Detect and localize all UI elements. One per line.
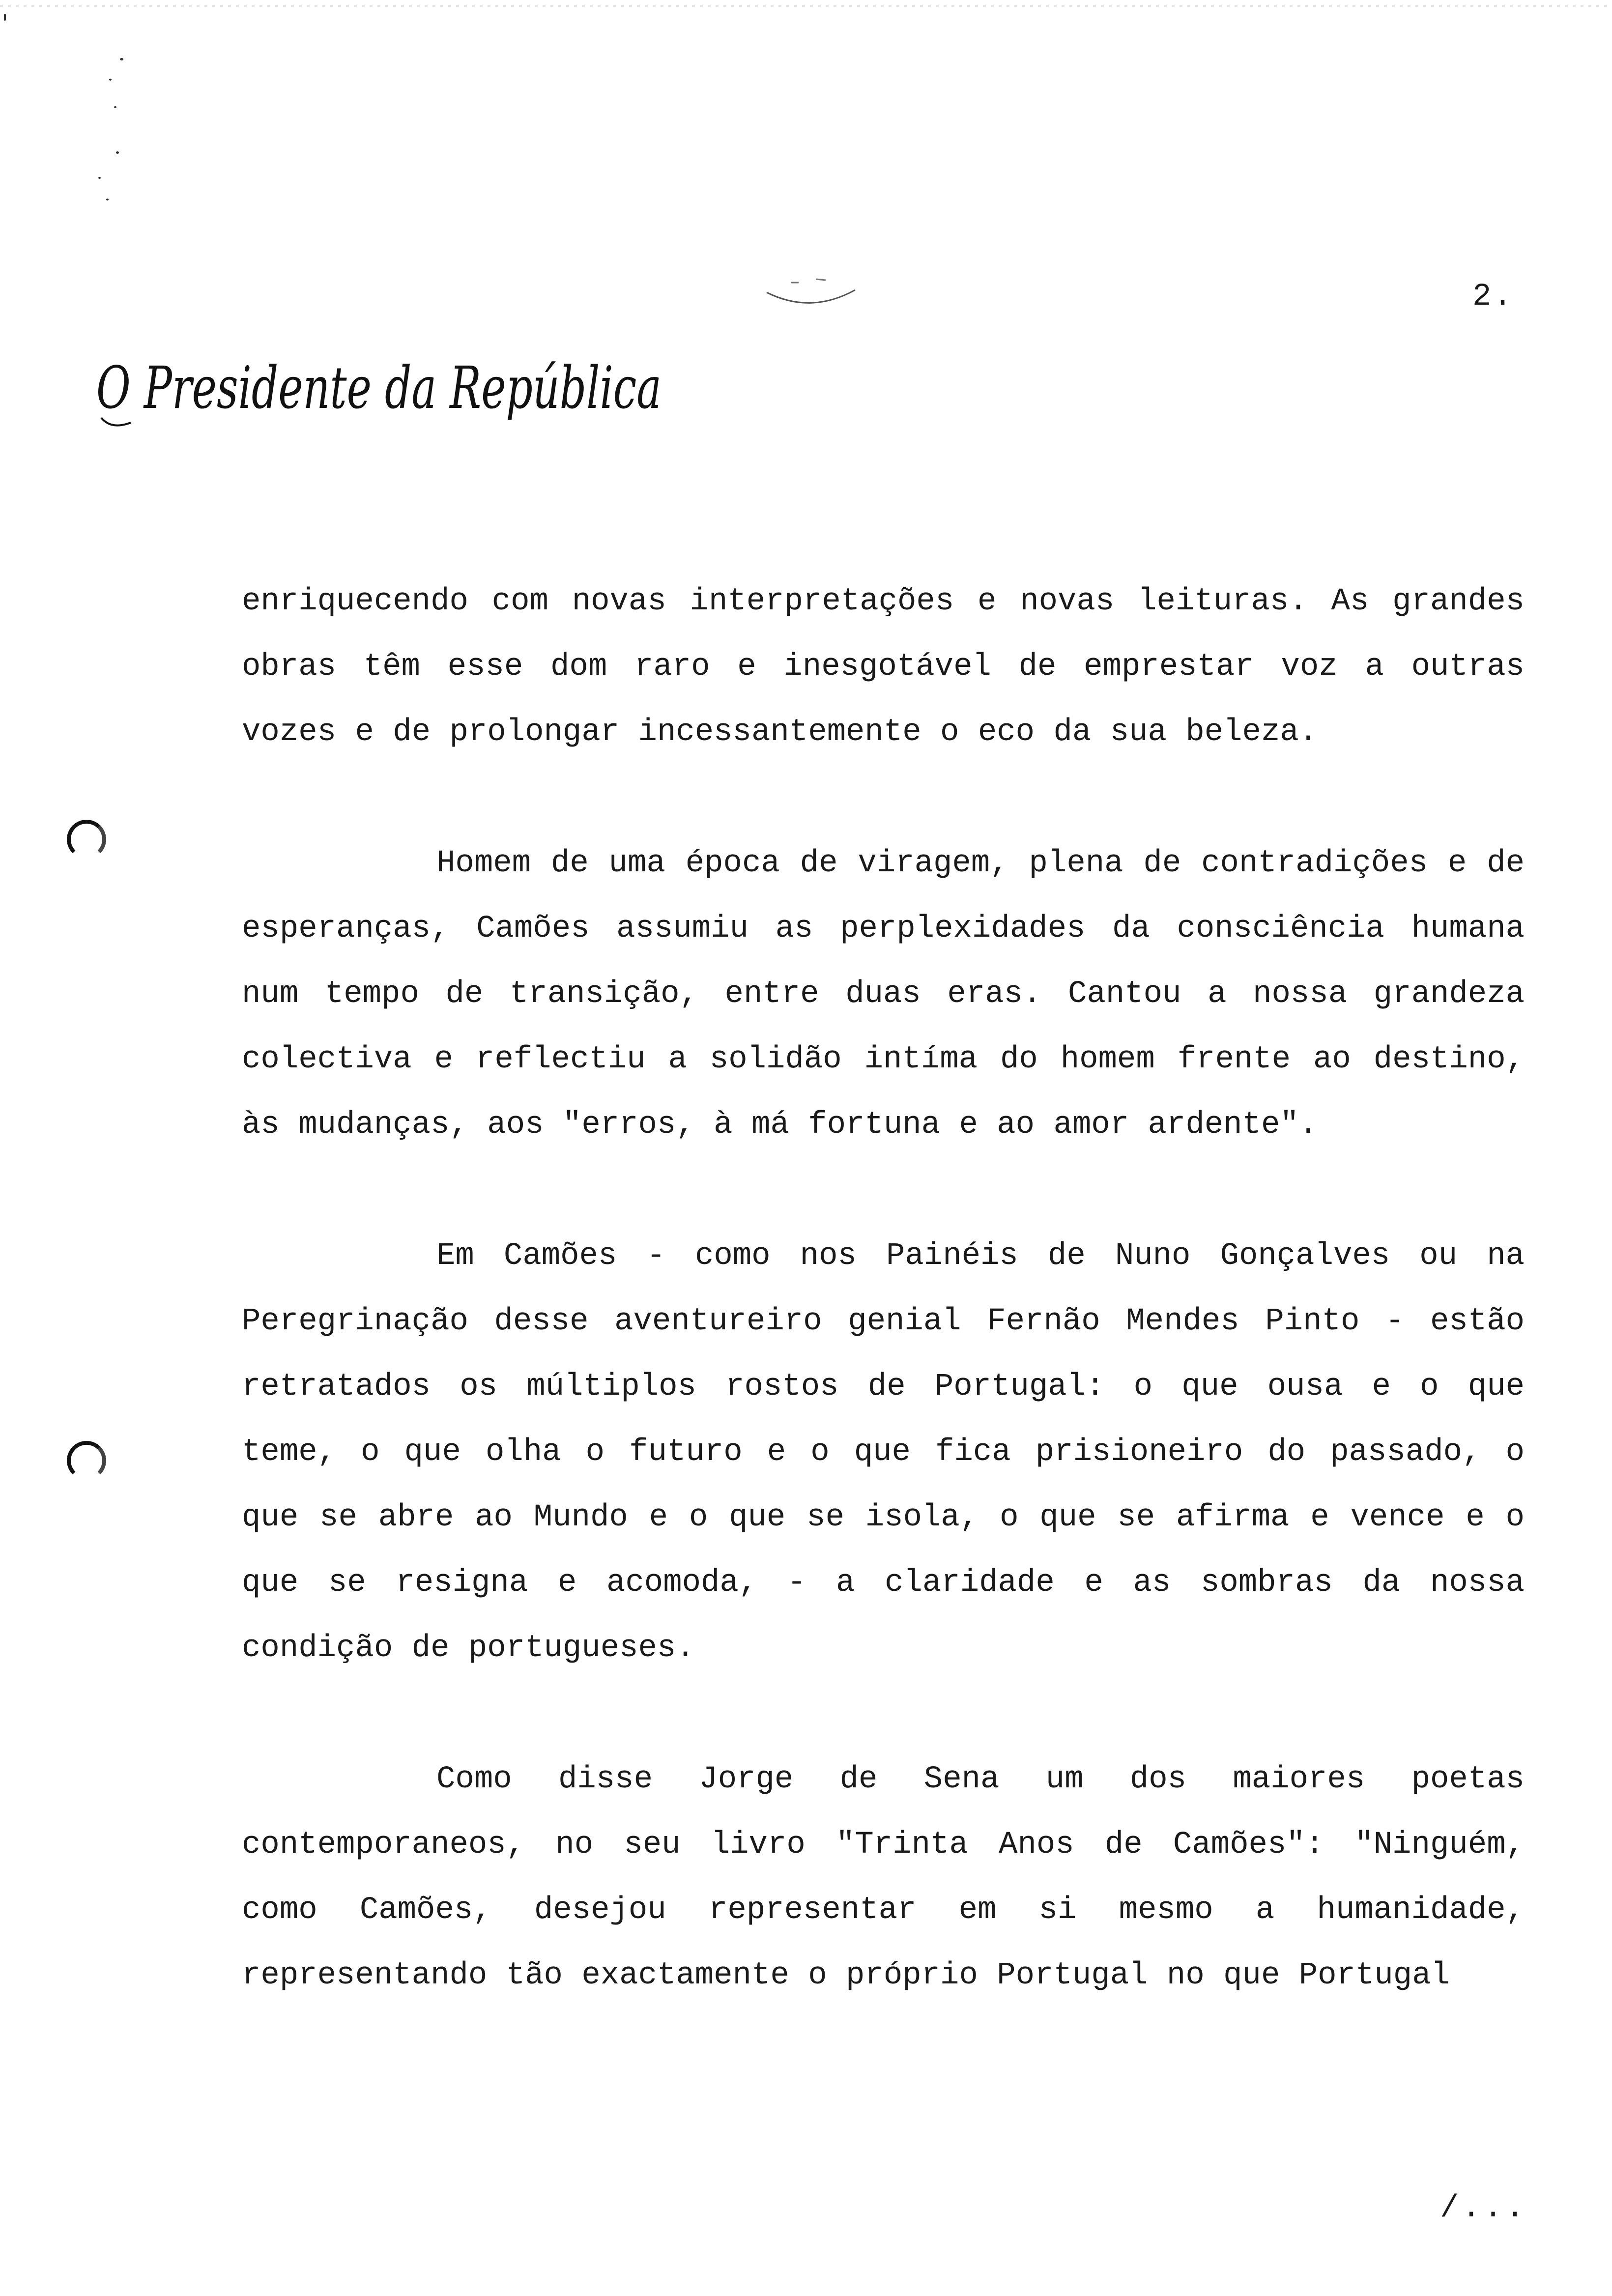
scan-speck xyxy=(114,106,116,108)
continuation-marker: /... xyxy=(1440,2191,1527,2226)
scan-speck xyxy=(4,14,6,21)
letterhead-logo xyxy=(96,344,686,437)
paragraph-3: Em Camões - como nos Painéis de Nuno Gonçalves ou na Peregrinação desse aventureiro genial Fernão Mendes Pinto - estão retratados os múltiplos rostos de Portugal: o que ousa e o que teme, o que olha o futuro e o que fica prisioneiro do passado, o que se abre ao Mundo e o que se isola, o que se afirma e vence e o que se resigna e acomoda, - a claridade e as sombras da nossa condição de portugueses. xyxy=(242,1238,1525,1666)
letter-body xyxy=(242,569,1525,2009)
scan-speck xyxy=(116,151,119,154)
scan-speck xyxy=(120,58,123,60)
page-number: 2. xyxy=(1472,279,1514,315)
paragraph-2: Homem de uma época de viragem, plena de contradições e de esperanças, Camões assumiu as perplexidades da consciência humana num tempo de transição, entre duas eras. Cantou a nossa grandeza colectiva e reflectiu a solidão intíma do homem frente ao destino, às mudanças, aos "erros, à má fortuna e ao amor ardente". xyxy=(242,846,1525,1143)
scan-edge-artifact xyxy=(0,5,1612,7)
scan-speck xyxy=(106,199,109,201)
paragraph-1: enriquecendo com novas interpretações e novas leituras. As grandes obras têm esse dom raro e inesgotável de emprestar voz a outras vozes e de prolongar incessantemente o eco da sua beleza. xyxy=(242,584,1525,750)
paragraph-4: Como disse Jorge de Sena um dos maiores poetas contemporaneos, no seu livro "Trinta Anos de Camões": "Ninguém, como Camões, desejou representar em si mesmo a humanidade, representando tão exactamente o próprio Portugal no que Portugal xyxy=(242,1762,1525,1993)
punch-hole-mark xyxy=(67,820,106,859)
scan-speck xyxy=(109,79,112,81)
seal-emboss-mark xyxy=(757,265,865,315)
svg-text:O Presidente da República: O Presidente da República xyxy=(96,354,662,422)
scan-speck xyxy=(98,177,101,179)
punch-hole-mark xyxy=(67,1441,106,1480)
